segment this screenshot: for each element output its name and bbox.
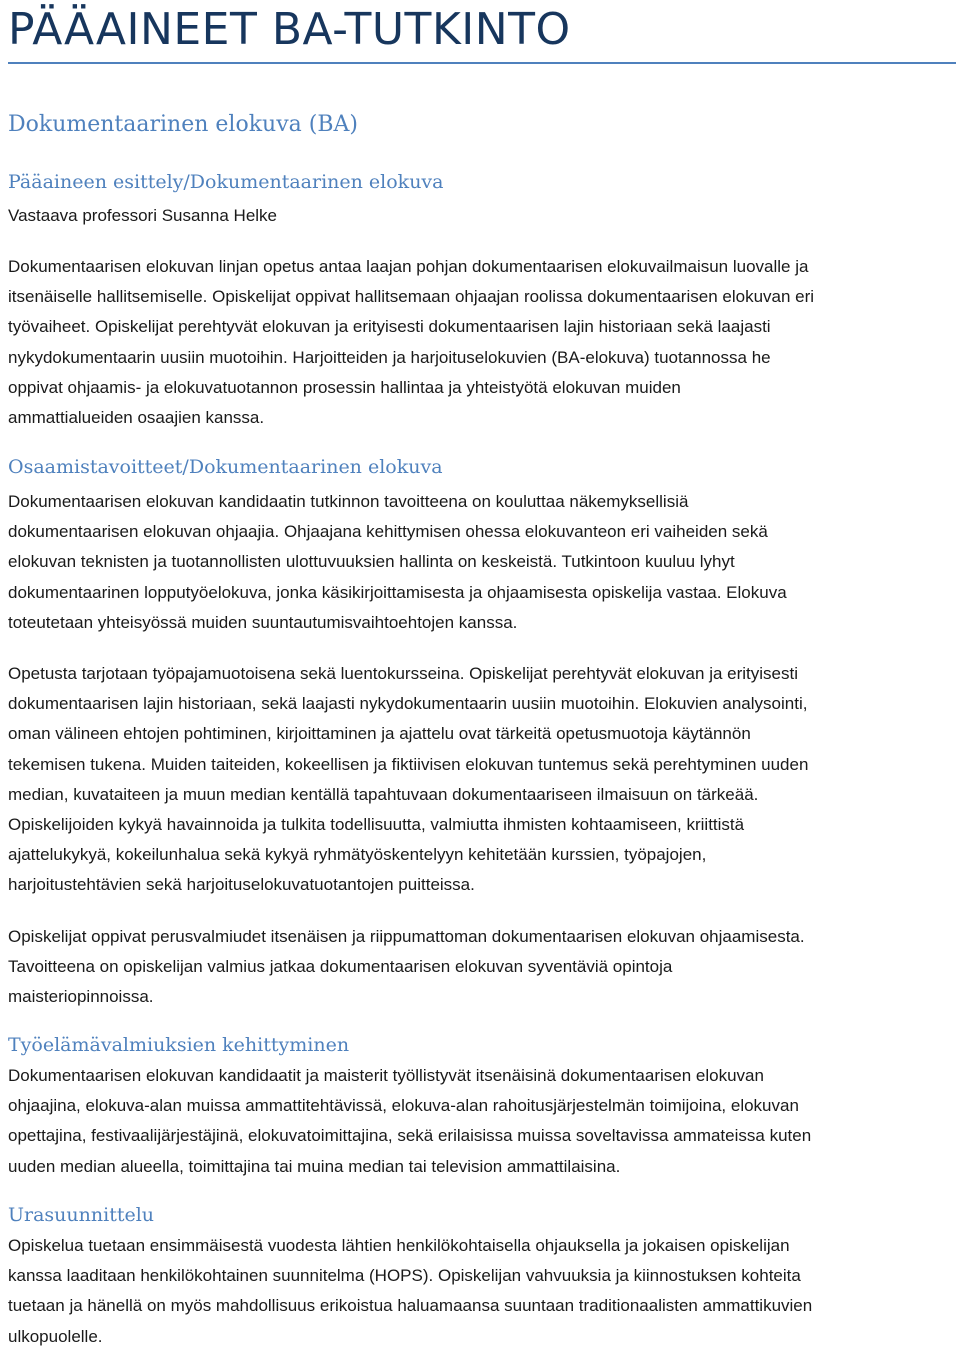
text-line: Opiskelijoiden kykyä havainnoida ja tulkita todellisuutta, valmiutta ihmisten kohtaamiseen, kriittistä	[8, 815, 745, 835]
text-line: tuetaan ja hänellä on myös mahdollisuus erikoistua haluamaansa suuntaan traditionaalisten ammattikuvien	[8, 1296, 813, 1316]
text-line: Dokumentaarisen elokuvan kandidaatit ja maisterit työllistyvät itsenäisinä dokumentaarisen elokuvan	[8, 1066, 764, 1085]
text-line: kanssa laaditaan henkilökohtainen suunnitelma (HOPS). Opiskelijan vahvuuksia ja kiinnostuksen kohteita	[8, 1266, 801, 1286]
text-line: elokuvan teknisten ja tuotannollisten ulottuvuuksien hallinta on keskeistä. Tutkintoon kuuluu lyhyt	[8, 552, 735, 572]
section-heading-tyoelama: Työelämävalmiuksien kehittyminen	[8, 1034, 350, 1056]
document-page	[8, 0, 956, 1346]
paragraph-osaamistavoitteet-2	[8, 659, 956, 901]
paragraph-professor	[8, 201, 956, 231]
text-line: dokumentaarisen elokuvan ohjaajia. Ohjaajana kehittymisen ohessa elokuvanteon eri vaiheiden sekä	[8, 522, 768, 542]
title-underline	[8, 62, 956, 64]
paragraph-osaamistavoitteet-3	[8, 922, 956, 1013]
text-line: itsenäiselle hallitsemiselle. Opiskelijat oppivat hallitsemaan ohjaajan roolissa dokumentaarisen elokuvan eri	[8, 287, 815, 307]
document-title: PÄÄAINEET BA-TUTKINTO	[8, 4, 571, 55]
text-line: Tavoitteena on opiskelijan valmius jatkaa dokumentaarisen elokuvan syventäviä opintoja	[8, 957, 673, 977]
text-line: ajattelukykyä, kokeilunhalua sekä kykyä ryhmätyöskentelyyn kehitetään kurssien, työpajojen,	[8, 845, 707, 865]
text-line: harjoitustehtävien sekä harjoituselokuvatuotantojen puitteissa.	[8, 875, 475, 895]
section-heading-osaamistavoitteet: Osaamistavoitteet/Dokumentaarinen elokuva	[8, 456, 443, 478]
text-line: Dokumentaarisen elokuvan linjan opetus antaa laajan pohjan dokumentaarisen elokuvailmaisun luovalle ja	[8, 257, 809, 276]
text-line: ulkopuolelle.	[8, 1326, 103, 1346]
text-line: Opiskelijat oppivat perusvalmiudet itsenäisen ja riippumattoman dokumentaarisen elokuvan ohjaamisesta.	[8, 927, 805, 946]
text-line: dokumentaarisen lajin historiaan, sekä laajasti nykydokumentaarin uusiin muotoihin. Elokuvien analysointi,	[8, 694, 808, 714]
text-line: opettajina, festivaalijärjestäjinä, elokuvatoimittajina, sekä erilaisissa muissa soveltavissa ammateissa kuten	[8, 1126, 812, 1146]
text-line: nykydokumentaarin uusiin muotoihin. Harjoitteiden ja harjoituselokuvien (BA-elokuva) tuotannossa he	[8, 347, 771, 367]
text-line: uuden median alueella, toimittajina tai muina median tai television ammattilaisina.	[8, 1156, 621, 1176]
paragraph-tyoelama	[8, 1061, 956, 1182]
major-heading: Dokumentaarinen elokuva (BA)	[8, 112, 358, 137]
text-line: oppivat ohjaamis- ja elokuvatuotannon prosessin hallintaa ja yhteistyötä elokuvan muiden	[8, 377, 681, 397]
paragraph-esittely	[8, 252, 956, 433]
text-line: median, kuvataiteen ja muun median kentällä tapahtuvaan dokumentaariseen ilmaisuun on tärkeää.	[8, 784, 759, 804]
section-heading-urasuunnittelu: Urasuunnittelu	[8, 1204, 155, 1226]
text-line: maisteriopinnoissa.	[8, 987, 154, 1007]
text-line: Dokumentaarisen elokuvan kandidaatin tutkinnon tavoitteena on kouluttaa näkemyksellisiä	[8, 492, 689, 511]
text-line: dokumentaarinen lopputyöelokuva, jonka käsikirjoittamisesta ja ohjaamisesta opiskelija vastaa. Elokuva	[8, 582, 787, 602]
text-line: ohjaajina, elokuva-alan muissa ammattitehtävissä, elokuva-alan rahoitusjärjestelmän toimijoina, elokuvan	[8, 1096, 799, 1116]
text-line: työvaiheet. Opiskelijat perehtyvät elokuvan ja erityisesti dokumentaarisen lajin historiaan sekä laajasti	[8, 317, 771, 337]
text-line: toteutetaan yhteisyössä muiden suuntautumisvaihtoehtojen kanssa.	[8, 612, 518, 632]
text-line: oman välineen ehtojen pohtiminen, kirjoittaminen ja ajattelu ovat tärkeitä opetusmuotoja käytännön	[8, 724, 751, 744]
section-heading-esittely: Pääaineen esittely/Dokumentaarinen elokuva	[8, 171, 444, 193]
text-line: tekemisen tukena. Muiden taiteiden, kokeellisen ja fiktiivisen elokuvan tuntemus sekä perehtyminen uuden	[8, 754, 809, 774]
paragraph-urasuunnittelu	[8, 1231, 956, 1352]
paragraph-osaamistavoitteet-1	[8, 487, 956, 638]
text-line: ammattialueiden osaajien kanssa.	[8, 408, 265, 428]
text-line: Vastaava professori Susanna Helke	[8, 206, 278, 225]
text-line: Opetusta tarjotaan työpajamuotoisena sekä luentokursseina. Opiskelijat perehtyvät elokuvan ja erityisesti	[8, 664, 798, 683]
text-line: Opiskelua tuetaan ensimmäisestä vuodesta lähtien henkilökohtaisella ohjauksella ja jokaisen opiskelijan	[8, 1236, 790, 1255]
